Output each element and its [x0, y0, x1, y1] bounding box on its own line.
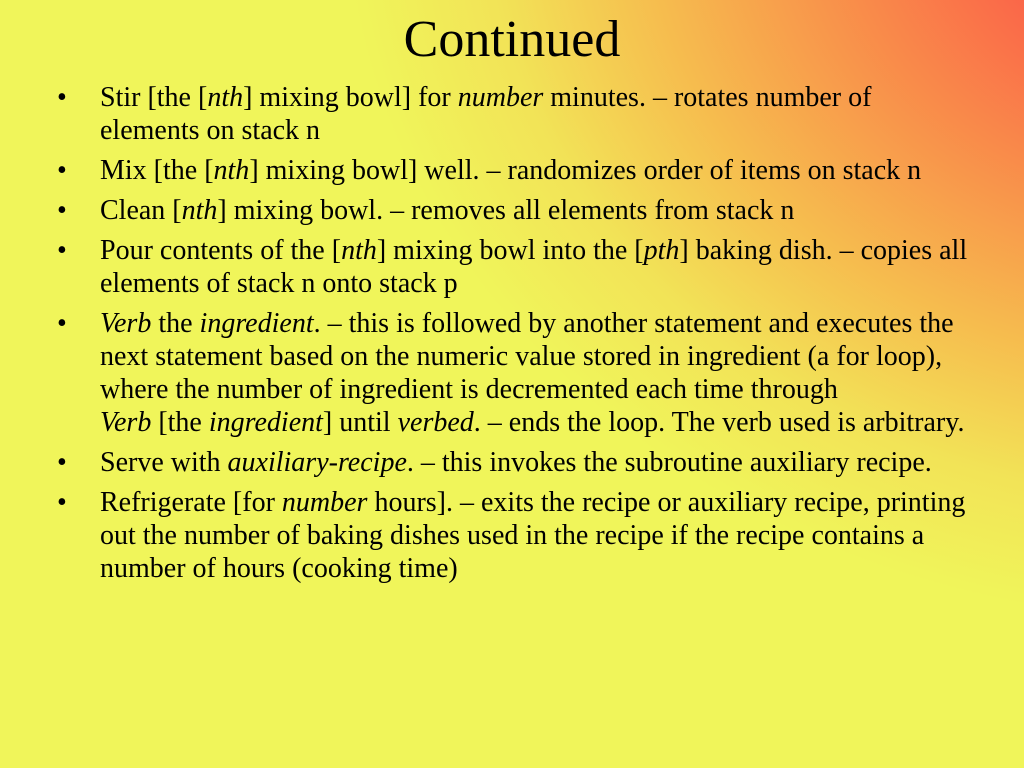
bullet-italic-term: number: [281, 487, 368, 518]
slide-title: Continued: [403, 11, 621, 68]
bullet-italic-term: number: [457, 82, 544, 113]
bullet-italic-term: nth: [213, 155, 250, 186]
bullet-text: the: [151, 308, 200, 339]
bullet-text: Stir [the [: [100, 82, 208, 113]
bullet-dot-icon: •: [57, 487, 67, 518]
bullet-text: Pour contents of the [: [100, 235, 342, 266]
bullet-italic-term: Verb: [100, 308, 152, 339]
bullet-text: minutes. – rotates number of elements on stack n: [100, 82, 872, 146]
bullet-italic-term: ingredient: [208, 407, 323, 438]
bullet-text: Mix [the [: [100, 155, 214, 186]
bullet-italic-term: nth: [341, 235, 377, 266]
bullet-text: ] mixing bowl into the [: [376, 235, 644, 266]
bullet-dot-icon: •: [57, 155, 67, 186]
bullet-italic-term: ingredient: [199, 308, 314, 339]
bullet-item: [57, 194, 977, 227]
bullet-text: ] until: [322, 407, 398, 438]
bullet-text: ] mixing bowl] well. – randomizes order of items on stack n: [249, 155, 922, 186]
bullet-item: [57, 486, 977, 585]
bullet-italic-term: verbed: [397, 407, 474, 438]
bullet-text: ] mixing bowl] for: [243, 82, 458, 113]
bullet-text: . – this invokes the subroutine auxiliary recipe.: [406, 447, 932, 478]
bullet-item: [57, 307, 977, 439]
bullet-dot-icon: •: [57, 195, 67, 226]
bullet-text: ] mixing bowl. – removes all elements from stack n: [217, 195, 795, 226]
bullet-item: [57, 81, 977, 147]
bullet-item: [57, 154, 977, 187]
bullet-item: [57, 234, 977, 300]
bullet-text: Serve with: [100, 447, 228, 478]
bullet-italic-term: pth: [643, 235, 680, 266]
bullet-text: Clean [: [100, 195, 182, 226]
bullet-text: [the: [151, 407, 209, 438]
bullet-text: hours]. – exits the recipe or auxiliary recipe, printing out the number of baking dishes used in the recipe if the recipe contains a number of hours (cooking time): [100, 487, 966, 584]
bullet-dot-icon: •: [57, 235, 67, 266]
bullet-item: [57, 446, 977, 479]
bullet-list: [57, 81, 977, 592]
bullet-italic-term: nth: [181, 195, 218, 226]
bullet-text: Refrigerate [for: [100, 487, 282, 518]
bullet-text: ] baking dish. – copies all elements of stack n onto stack p: [100, 235, 968, 299]
bullet-dot-icon: •: [57, 447, 67, 478]
bullet-text: . – ends the loop. The verb used is arbitrary.: [473, 407, 965, 438]
bullet-italic-term: auxiliary-recipe: [227, 447, 407, 478]
bullet-italic-term: Verb: [100, 407, 152, 438]
bullet-dot-icon: •: [57, 82, 67, 113]
bullet-text: . – this is followed by another statement and executes the next statement based on the numeric value stored in ingredient (a for loop), where the number of ingredient is decremented each time through: [100, 308, 954, 405]
bullet-italic-term: nth: [207, 82, 244, 113]
bullet-dot-icon: •: [57, 308, 67, 339]
